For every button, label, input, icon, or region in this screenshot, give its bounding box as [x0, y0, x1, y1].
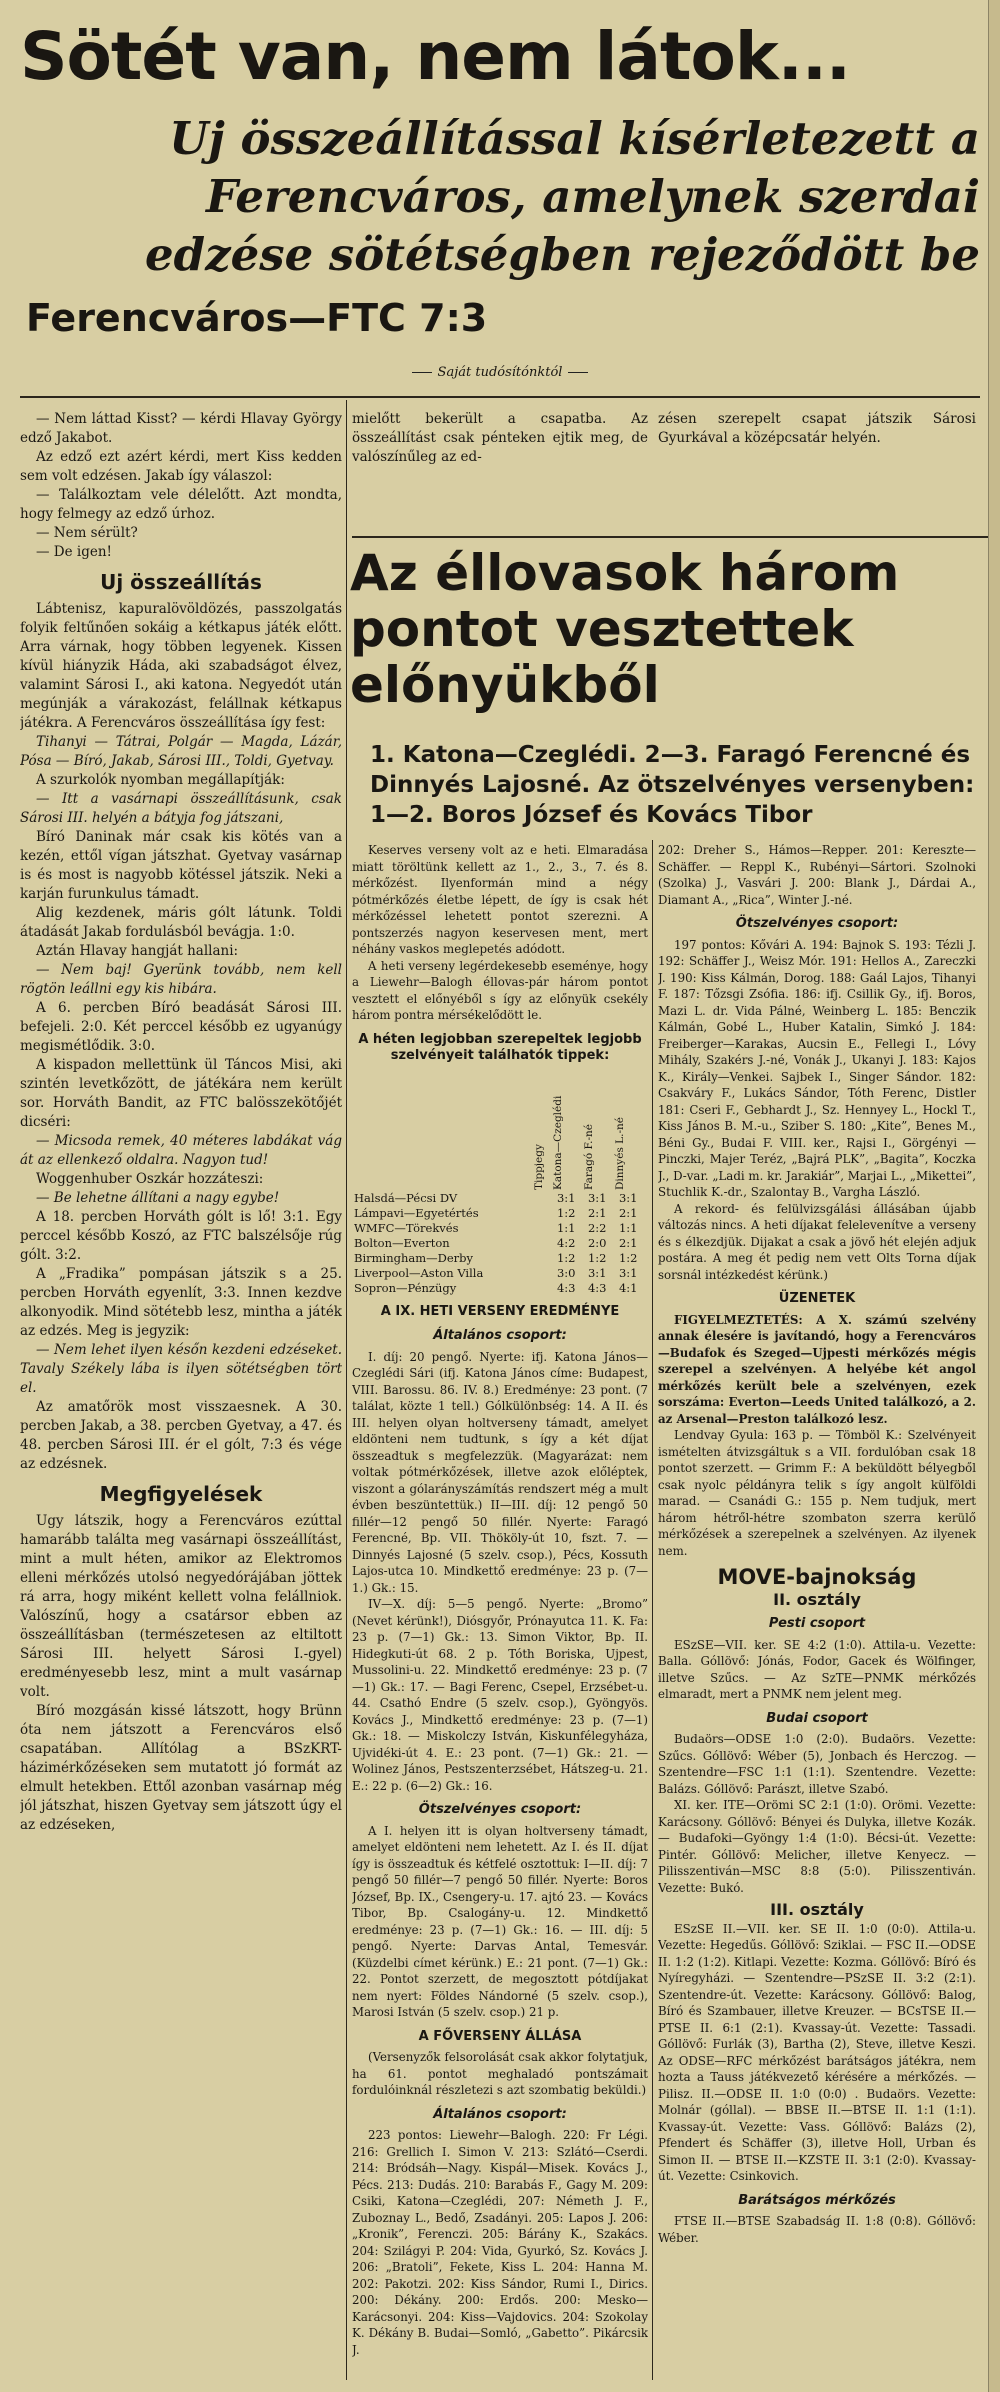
tipping-article-title: Az éllovasok három pontot vesztettek előnyükből: [350, 544, 900, 714]
group-heading: Pesti csoport: [768, 1616, 866, 1631]
paragraph: FIGYELMEZTETÉS: A X. számú szelvény annak élesére is javítandó, hogy a Ferencváros—Budafok és Szeged—Ujpesti mérkőzés mégis szerepel a szelvényen. A helyébe két angol mérkőzés került bele a szelvényen, ezek sorszáma: Everton—Leeds United találkozó, a 2. az Arsenal—Preston találkozó lesz.: [658, 1312, 976, 1426]
paragraph: Bíró mozgásán kissé látszott, hogy Brünn óta nem játszott a Ferencváros első csapatában. Allítólag a BSzKRT-házimérkőzéseken sem mutatott jó formát az elmult hetekben. Ettől azonban vasárnap még jól játszhat, hiszen Gyetvay sem játszott úgy el az edzéseken,: [20, 1703, 342, 1833]
paragraph: — Nem láttad Kisst? — kérdi Hlavay György edző Jakabot.: [20, 411, 342, 446]
tipping-column-left: [352, 842, 648, 2382]
divider: [352, 536, 988, 538]
paragraph: Az edző ezt azért kérdi, mert Kiss kedden sem volt edzésen. Jakab így válaszol:: [20, 449, 342, 484]
table-heading: A héten legjobban szerepeltek legjobb szelvényeit találhatók tippek:: [358, 1031, 642, 1063]
paragraph: IV—X. díj: 5—5 pengő. Nyerte: „Bromo” (Nevet kérünk!), Diósgyőr, Prónayutca 11. K. Fa: 23 p. (7—1) Gk.: 13. Simon Viktor, Bp. II. Hidegkuti-út 68. 2 p. Tóth Boriska, Ujpest, Mussolini-u. 22. Mindkettő eredménye: 23 p. (7—1) Gk.: 17. — Bagi Ferenc, Csepel, Erzsébet-u. 44. Csathó Endre (5 szelv. csop.), Gyöngyös. Kovács J., Mindkettő eredménye: 23 p. (7—1) Gk.: 18. — Miskolczy István, Kiskunfélegyháza, Ujvidéki-út 4. E.: 23 pont. (7—1) Gk.: 21. — Wolinez János, Pestszenterzsébet, Hátszeg-u. 21. E.: 22 p. (6—2) Gk.: 16.: [352, 1597, 648, 1793]
paragraph: A rekord- és felülvizsgálási állásában újabb változás nincs. A heti díjakat felelevenítve a verseny és s élkezdjük. Dijakat a csak a jövő hét elején adjuk postára. A meg ét pedig nem vett Olts Torna díjak sorsnál intézkedést kérünk.): [658, 1201, 976, 1282]
group-heading: Általános csoport:: [433, 2106, 567, 2122]
paragraph: A szurkolók nyomban megállapítják:: [36, 772, 285, 788]
paragraph: Lábtenisz, kapuralövöldözés, passzolgatás folyik feltűnően sokáig a kétkapus játék előtt. Arra várnak, hogy többen legyenek. Kissen kívül hiányzik Háda, aki szabadságot élvez, valamint Sárosi I., aki katona. Negyedót után megúnják a várakozást, felállnak kétkapus játékra. A Ferencváros összeállítása így fest:: [20, 601, 342, 731]
section-heading: Megfigyelések: [99, 1482, 263, 1506]
paragraph: 197 pontos: Kővári A. 194: Bajnok S. 193: Tézli J. 192: Schäffer J., Weisz Mór. 191: Hellos A., Zareczki J. 190: Kiss Kálmán, Dorog. 188: Gaál Lajos, Tihanyi F. 187: Tőzsgi Zsófia. 186: ifj. Csillik Gy., ifj. Boros, Mazi L. dr. Vida Pálné, Weinberg L. 185: Benczik Kálmán, Gobé L., Huber Katalin, Simkó J. 184: Freiberger—Karakas, Aucsin E., Fellegi I., Lóvy Mihály, Szakérs J.-né, Vonák J., Ukanyi J. 183: Kajos K., Király—Venkei. Sajbek I., Singer Sándor. 182: Csakváry F., Lukács Sándor, Tóth Ferenc, Distler 181: Cseri F., Gebhardt J., Sz. Hennyey L., Hockl T., Kiss János B. M.-u., Sziber S. 180: „Kite”, Benes M., Béni Gy., Budai F. VIII. ker., Rajsi I., Görgényi — Pinczki, Majer Teréz, „Bajrá PLK”, „Bagita”, Koczka J., D-var. „Ladi m. kr. Jarakiár”, Marjai L., „Mikettei”, Stuchlik K.-dr., Szalontay B., Vargha László.: [658, 937, 976, 1199]
standings-heading: A FŐVERSENY ÁLLÁSA: [418, 2028, 582, 2044]
paragraph: Keserves verseny volt az e heti. Elmaradása miatt töröltünk kellett az 1., 2., 3., 7. és 8. mérkőzést. Ilyenformán mind a négy pótmérkőzés életbe lépett, de így is csak hét mérkőzéssel lehetett pontot szerezni. A pontszerzés nagyon keservesen ment, mert néhány vaskos meglepetés adódott.: [352, 843, 648, 956]
paragraph: zésen szerepelt csapat játszik Sárosi Gyurkával a középcsatár helyén.: [658, 411, 976, 446]
group-heading: Barátságos mérkőzés: [738, 2192, 896, 2208]
paragraph: — Nem lehet ilyen későn kezdeni edzéseket. Tavaly Székely lába is ilyen sötétségben tört el.: [20, 1342, 342, 1396]
paragraph: Az amatőrök most visszaesnek. A 30. percben Jakab, a 38. percben Gyetvay, a 47. és 48. percben Sárosi III. ér el gólt, 7:3 és vége az edzésnek.: [20, 1399, 342, 1472]
paragraph: A kispadon mellettünk ül Táncos Misi, aki szintén levetkőzött, de játékára nem került sor. Horváth Bandit, az FTC balösszekötőjét dicséri:: [20, 1057, 342, 1130]
article-column-1: [20, 410, 342, 2380]
tipping-article-subtitle: 1. Katona—Czeglédi. 2—3. Faragó Ferencné és Dinnyés Lajosné. Az ötszelvényes versenyben: 1—2. Boros József és Kovács Tibor: [370, 742, 975, 828]
table-row: Lámpavi—Egyetértés 1:2 2:1 2:1: [354, 1205, 638, 1220]
headline: Sötét van, nem látok...: [20, 22, 850, 92]
results-heading: A IX. HETI VERSENY EREDMÉNYE: [380, 1303, 620, 1319]
group-heading: Ötszelvényes csoport:: [735, 916, 899, 931]
paragraph: — Be lehetne állítani a nagy egybe!: [36, 1190, 280, 1206]
paragraph: — Találkoztam vele délelőtt. Azt mondta, hogy felmegy az edző úrhoz.: [20, 487, 342, 522]
division-heading: II. osztály: [773, 1589, 861, 1609]
paragraph: A I. helyen itt is olyan holtverseny támadt, amelyet eldönteni nem lehetett. Az I. és II. díjat így is összeadtuk és kétfelé osztottuk: I—II. díj: 7 pengő 50 fillér—7 pengő 50 fillér. Nyerte: Boros József, Bp. IX., Csengery-u. 17. ajtó 23. — Kovács Tibor, Bp. Csalogány-u. 12. Mindkettő eredménye: 23 p. (7—1) Gk.: 16. — III. díj: 5 pengő. Nyerte: Darvas Antal, Temesvár. (Küzdelbi címet kérünk.) E.: 21 pont. (7—1) Gk.: 22. Pontot szerzett, de megosztott pótdíjakat nem nyert: Földes Nándorné (5 szelv. csop.), Marosi István (5 szelv. csop.) 21 p.: [352, 1823, 648, 2019]
table-row: Bolton—Everton 4:2 2:0 2:1: [354, 1235, 638, 1250]
paragraph: A „Fradika” pompásan játszik s a 25. percben Horváth egyenlít, 3:3. Innen kezdve alkonyodik. Mind sötétebb lesz, mintha a játék az edzés. Meg is jegyzik:: [20, 1266, 342, 1339]
paragraph: A 18. percben Horváth gólt is lő! 3:1. Egy perccel később Koszó, az FTC balszélsője rúg gólt. 3:2.: [20, 1209, 342, 1263]
adjacent-page-edge: [988, 0, 1000, 2392]
column-header: Dinnyés L.-né: [613, 1116, 626, 1190]
tipping-column-right: [658, 842, 976, 2382]
paragraph: A 6. percben Bíró beadását Sárosi III. befejeli. 2:0. Két perccel később ez ugyanúgy megismétlődik. 3:0.: [20, 1000, 342, 1054]
paragraph: Aztán Hlavay hangját hallani:: [36, 943, 239, 959]
article-column-2-top: [352, 410, 648, 467]
table-row: Birmingham—Derby 1:2 1:2 1:2: [354, 1250, 638, 1265]
paragraph: — Micsoda remek, 40 méteres labdákat vág át az ellenkező oldalra. Nagyon tud!: [20, 1133, 342, 1168]
paragraph: ESzSE II.—VII. ker. SE II. 1:0 (0:0). Attila-u. Vezette: Hegedűs. Góllövő: Sziklai. — FSC II.—ODSE II. 1:2 (1:2). Kitlapi. Vezette: Kozma. Góllövő: Bíró és Nyíregyházi. — Szentendre—PSzSE II. 3:2 (2:1). Szentendre-út. Vezette: Karácsony. Góllövő: Balog, Bíró és Szambauer, illetve Kreuzer. — BCsTSE II.—PTSE II. 6:1 (2:1). Kvassay-út. Vezette: Tassadi. Góllövő: Furlák (3), Bartha (2), Steve, illetve Keszi. Az ODSE—RFC mérkőzést barátságos játékra, nem hozta a Tauss játékvezető kérésére a mérkőzés. — Pilisz. II.—ODSE II. 1:0 (0:0) . Budaörs. Vezette: Molnár (góllal). — BBSE II.—BTSE II. 1:1 (1:1). Kvassay-út. Vezette: Vass. Góllövő: Balázs (2), Pfendert és Schäffer (3), illetve Holl, Urban és Simon II. — BTSE II.—KZSTE II. 3:1 (2:0). Kvassay-út. Vezette: Csinkovich.: [658, 1921, 976, 2183]
division-heading: III. osztály: [770, 1900, 864, 1919]
divider: [20, 396, 980, 398]
paragraph: — De igen!: [36, 544, 112, 560]
table-row: Liverpool—Aston Villa 3:0 3:1 3:1: [354, 1265, 638, 1280]
paragraph: ESzSE—VII. ker. SE 4:2 (1:0). Attila-u. Vezette: Balla. Góllövő: Jónás, Fodor, Gacek és Wölfinger, illetve Szűcs. — Az SzTE—PNMK mérkőzés elmaradt, mert a PNMK nem jelent meg.: [658, 1637, 976, 1701]
paragraph: Ugy látszik, hogy a Ferencváros ezúttal hamarább találta meg vasárnapi összeállítást, mint a mult héten, amikor az Elektromos elleni mérkőzés utolsó negyedórájában jöttek rá arra, hogy miként kellett volna felállniok. Valószínű, hogy a csatársor ebben az összeállításban (természetesen az eltiltott Sárosi III. helyett Sárosi I.-gyel) eredményesebb lesz, mint a mult vasárnap volt.: [20, 1513, 342, 1700]
paragraph: FTSE II.—BTSE Szabadság II. 1:8 (0:8). Góllövő: Wéber.: [658, 2214, 976, 2245]
paragraph: 223 pontos: Liewehr—Balogh. 220: Fr Légi. 216: Grellich I. Simon V. 213: Szlátó—Cserdi. 214: Bródsáh—Nagy. Kispál—Misek. Kovács J., Pécs. 213: Dudás. 210: Barabás F., Gagy M. 209: Csiki, Katona—Czeglédi, 207: Németh J. F., Zuboznay L., Bedő, Zsadányi. 205: Lapos J. 206: „Kronik”, Ferenczi. 205: Bárány K., Szakács. 204: Szilágyi P. 204: Vida, Gyurkó, Sz. Kovács J. 206: „Bratoli”, Fekete, Kiss L. 204: Hanna M. 202: Pakotzi. 202: Kiss Sándor, Rumi I., Dirics. 200: Dékány. 200: Erdős. 200: Mesko—Karácsonyi. 204: Kiss—Vajdovics. 204: Szokolay K. Dékány B. Budai—Somló, „Gabetto”. Pikárcsik J.: [352, 2128, 648, 2357]
section-heading: Uj összeállítás: [100, 570, 262, 594]
column-divider: [346, 400, 347, 2380]
paragraph: — Nem baj! Gyerünk tovább, nem kell rögtön leállni egy kis hibára.: [20, 962, 342, 997]
column-header: Katona—Czeglédi: [551, 1095, 564, 1190]
match-result-heading: Ferencváros—FTC 7:3: [26, 296, 488, 340]
group-heading: Budai csoport: [766, 1710, 868, 1726]
paragraph: (Versenyzők felsorolását csak akkor folytatjuk, ha 61. pontot meghaladó pontszámait fordulóinknál részletezi s azt szombatig beküldi.): [352, 2050, 648, 2097]
column-header: Faragó F.-né: [582, 1123, 595, 1190]
tips-table: [352, 1069, 648, 1296]
paragraph: A heti verseny legérdekesebb eseménye, hogy a Liewehr—Balogh éllovas-pár három pontot vesztett el előnyéből s így az előnyük csekély három pontra mérsékelődött le.: [352, 958, 648, 1022]
paragraph: 202: Dreher S., Hámos—Repper. 201: Kereszte—Schäffer. — Reppl K., Rubényi—Sártori. Szolnoki (Szolka) J., Vasvári J. 200: Blank J., Dárdai A., Diamant A., „Rica”, Winter J.-né.: [658, 843, 976, 907]
table-row: Halsdá—Pécsi DV 3:1 3:1 3:1: [354, 1190, 638, 1205]
column-divider: [652, 840, 653, 2380]
paragraph: I. díj: 20 pengő. Nyerte: ifj. Katona János—Czeglédi Sári (ifj. Katona János címe: Budapest, VIII. Barossu. 86. IV. 8.) Eredménye: 23 pont. (7 találat, közte 1 tell.) Gólkülönbség: 14. A II. és III. helyen olyan holtverseny támadt, amelyet eldönteni nem tudtunk, s így a két díjat összeadtuk s megfelezzük. (Magyarázat: nem voltak pótmérkőzések, illetve azok előléptek, viszont a gólarányszámítás rendszert még a mult évben beszüntettük.) II—III. díj: 12 pengő 50 fillér—12 pengő 50 fillér. Nyerte: Faragó Ferencné, Bp. VII. Thököly-út 10, fszt. 7. — Dinnyés Lajosné (5 szelv. csop.), Pécs, Kossuth Lajos-utca 10. Mindkettő eredménye: 23 p. (7—1.) Gk.: 15.: [352, 1349, 648, 1595]
group-heading: Általános csoport:: [433, 1328, 567, 1343]
group-heading: Ötszelvényes csoport:: [418, 1802, 582, 1817]
subheadline: Uj összeállítással kísérletezett a Ferencváros, amelynek szerdai edzése sötétségben rejeződött be: [144, 112, 980, 281]
paragraph: Bíró Daninak már csak kis kötés van a kezén, ettől vígan játszhat. Gyetvay vasárnap is és most is nagyobb kötéssel játszik. Neki a karján furunkulus támadt.: [20, 829, 342, 902]
paragraph: — Itt a vasárnapi összeállításunk, csak Sárosi III. helyén a bátyja fog játszani,: [20, 791, 342, 826]
paragraph: Budaörs—ODSE 1:0 (2:0). Budaörs. Vezette: Szűcs. Góllövő: Wéber (5), Jonbach és Herczog. — Szentendre—FSC 1:1 (1:1). Szentendre. Vezette: Balázs. Góllövő: Parászt, illetve Szabó.: [658, 1732, 976, 1796]
paragraph: Lendvay Gyula: 163 p. — Tömböl K.: Szelvényeit ismételten átvizsgáltuk s a VII. fordulóban csak 18 pontot szerzett. — Grimm F.: A beküldött bélyegből csak nyolc példányra telik s így angolt külföldi marad. — Csanádi G.: 155 p. Nem tudjuk, mert három hétről-hétre szombaton szerra kerülő mérkőzések a szerepelnek a szelvényen. Az ilyenek nem.: [658, 1428, 976, 1558]
paragraph: XI. ker. ITE—Orömi SC 2:1 (1:0). Orömi. Vezette: Karácsony. Góllövő: Bényei és Dulyka, illetve Kozák. — Budafoki—Gyöngy 1:4 (1:0). Bécsi-út. Vezette: Pintér. Góllövő: Melicher, illetve Kenyecz. — Pilisszentiván—MSC 8:8 (5:0). Pilisszentiván. Vezette: Bukó.: [658, 1798, 976, 1895]
paragraph: — Nem sérült?: [36, 525, 138, 541]
table-row: WMFC—Törekvés 1:1 2:2 1:1: [354, 1220, 638, 1235]
messages-heading: ÜZENETEK: [778, 1291, 856, 1306]
paragraph: mielőtt bekerült a csapatba. Az összeállítást csak pénteken ejtik meg, de valószínűleg az ed-: [352, 411, 648, 465]
paragraph: Woggenhuber Oszkár hozzáteszi:: [36, 1171, 264, 1187]
table-row: Sopron—Pénzügy 4:3 4:3 4:1: [354, 1280, 638, 1295]
paragraph: Alig kezdenek, máris gólt látunk. Toldi átadását Jakab fordulásból bevágja. 1:0.: [20, 905, 342, 940]
byline: Saját tudósítónktól: [390, 365, 610, 380]
article-column-3-top: [658, 410, 976, 448]
move-league-heading: MOVE-bajnokság: [717, 1565, 917, 1589]
paragraph: Tihanyi — Tátrai, Polgár — Magda, Lázár, Pósa — Bíró, Jakab, Sárosi III., Toldi, Gyetvay.: [20, 734, 342, 769]
column-header: Tippjegy: [532, 1143, 545, 1190]
